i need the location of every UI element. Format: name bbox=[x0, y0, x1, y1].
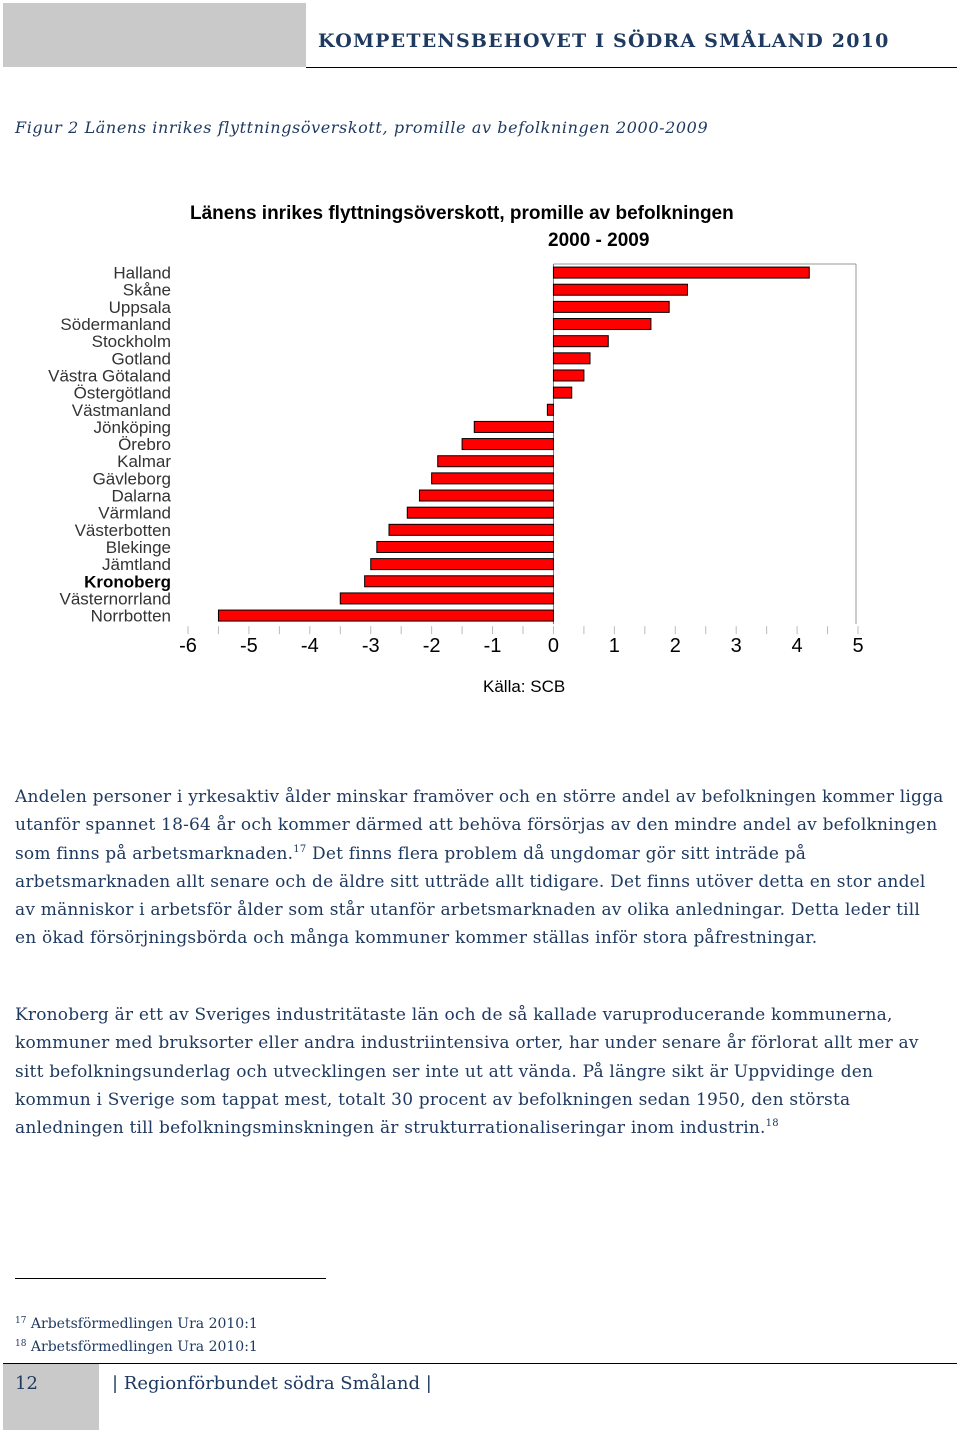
bar-halland bbox=[553, 267, 809, 278]
bar-södermanland bbox=[553, 319, 650, 330]
bar-kronoberg bbox=[365, 576, 554, 587]
category-label: Västmanland bbox=[71, 400, 171, 420]
bar-skåne bbox=[553, 284, 687, 295]
x-tick-label: -3 bbox=[361, 635, 380, 657]
paragraph-1-text: Andelen personer i yrkesaktiv ålder minskar framöver och en större andel av befolkningen kommer ligga utanför spannet 18-64 år och kommer därmed att behöva försörjas av den mindre andel av befolkningen som finns på arbetsmarknaden. bbox=[15, 787, 944, 864]
category-label: Gävleborg bbox=[92, 469, 171, 489]
bar-värmland bbox=[407, 507, 553, 518]
bar-dalarna bbox=[419, 490, 553, 501]
running-header-title: KOMPETENSBEHOVET I SÖDRA SMÅLAND 2010 bbox=[318, 30, 890, 52]
category-label: Jönköping bbox=[93, 417, 171, 437]
x-tick-label: 0 bbox=[547, 635, 560, 657]
footnote-text: Arbetsförmedlingen Ura 2010:1 bbox=[30, 1316, 258, 1332]
bar-jönköping bbox=[474, 421, 553, 432]
category-label: Halland bbox=[113, 263, 171, 283]
category-label: Stockholm bbox=[91, 332, 171, 352]
category-label: Södermanland bbox=[60, 315, 171, 335]
bar-örebro bbox=[462, 439, 553, 450]
header-rule bbox=[306, 67, 957, 68]
x-tick-label: 3 bbox=[730, 635, 742, 657]
x-tick-label: -1 bbox=[483, 635, 502, 657]
bar-jämtland bbox=[371, 559, 554, 570]
category-label: Kalmar bbox=[117, 452, 171, 472]
footnote-ref-17: 17 bbox=[293, 843, 307, 855]
x-tick-label: -6 bbox=[179, 635, 197, 657]
header-gray-block bbox=[3, 3, 306, 67]
bar-kalmar bbox=[438, 456, 554, 467]
category-label: Uppsala bbox=[108, 297, 171, 317]
bar-västerbotten bbox=[389, 524, 553, 535]
x-tick-label: 5 bbox=[852, 635, 864, 657]
footnote-number: 18 bbox=[15, 1339, 27, 1349]
figure-caption: Figur 2 Länens inrikes flyttningsöverskott, promille av befolkningen 2000-2009 bbox=[15, 118, 709, 137]
bar-västernorrland bbox=[340, 593, 553, 604]
bar-norrbotten bbox=[218, 610, 553, 621]
footnote-ref-18: 18 bbox=[765, 1118, 779, 1130]
category-label: Östergötland bbox=[73, 383, 171, 403]
category-label: Jämtland bbox=[102, 555, 171, 575]
category-label: Västra Götaland bbox=[48, 366, 171, 386]
body-paragraph-1 bbox=[15, 783, 945, 953]
footer-organization: | Regionförbundet södra Småland | bbox=[112, 1373, 432, 1394]
footnote-18 bbox=[15, 1339, 258, 1355]
footnote-separator bbox=[15, 1278, 326, 1279]
category-label: Västernorrland bbox=[59, 589, 171, 609]
footnote-text: Arbetsförmedlingen Ura 2010:1 bbox=[30, 1339, 258, 1355]
bar-blekinge bbox=[377, 541, 554, 552]
paragraph-2-text: Kronoberg är ett av Sveriges industritätaste län och de så kallade varuproducerande kommunerna, kommuner med bruksorter eller andra industriintensiva orter, har under senare år förlorat allt mer av sitt befolkningsunderlag och utvecklingen ser inte ut att vända. På längre sikt är Uppvidinge den kommun i Sverige som tappat mest, totalt 30 procent av befolkningen sedan 1950, den största anledningen till befolkningsminskningen är strukturrationaliseringar inom industrin. bbox=[15, 1005, 919, 1139]
paragraph-1-text-cont: Det finns flera problem då ungdomar gör sitt inträde på arbetsmarknaden allt senare och de äldre sitt utträde allt tidigare. Det finns utöver detta en stor andel av människor i arbetsför ålder som står utanför arbetsmarknaden av olika anledningar. Detta leder till en ökad försörjningsbörda och många kommuner kommer ställas inför stora påfrestningar. bbox=[15, 843, 926, 949]
bar-östergötland bbox=[553, 387, 571, 398]
bar-chart bbox=[0, 250, 960, 670]
footnote-number: 17 bbox=[15, 1316, 27, 1326]
body-paragraph-2 bbox=[15, 1001, 945, 1142]
category-label: Norrbotten bbox=[90, 606, 171, 626]
bar-västra-götaland bbox=[553, 370, 583, 381]
x-tick-label: -5 bbox=[240, 635, 258, 657]
category-label: Kronoberg bbox=[84, 572, 171, 592]
x-tick-label: 4 bbox=[791, 635, 803, 657]
chart-title: Länens inrikes flyttningsöverskott, promille av befolkningen bbox=[190, 203, 734, 224]
footnote-17 bbox=[15, 1316, 258, 1332]
category-label: Skåne bbox=[122, 280, 171, 300]
footer-rule bbox=[3, 1363, 957, 1364]
x-tick-label: -2 bbox=[422, 635, 441, 657]
bar-gotland bbox=[553, 353, 590, 364]
category-label: Dalarna bbox=[111, 486, 171, 506]
bar-uppsala bbox=[553, 301, 669, 312]
x-tick-label: 2 bbox=[669, 635, 681, 657]
bar-gävleborg bbox=[432, 473, 554, 484]
category-label: Blekinge bbox=[105, 537, 171, 557]
bar-stockholm bbox=[553, 336, 608, 347]
chart-subtitle: 2000 - 2009 bbox=[548, 230, 650, 251]
chart-source: Källa: SCB bbox=[483, 677, 566, 696]
category-label: Gotland bbox=[111, 349, 171, 369]
bar-västmanland bbox=[547, 404, 553, 415]
category-label: Värmland bbox=[98, 503, 171, 523]
x-tick-label: 1 bbox=[608, 635, 620, 657]
x-tick-label: -4 bbox=[300, 635, 319, 657]
page-number: 12 bbox=[15, 1373, 38, 1394]
category-label: Västerbotten bbox=[74, 520, 171, 540]
category-label: Örebro bbox=[118, 435, 171, 455]
